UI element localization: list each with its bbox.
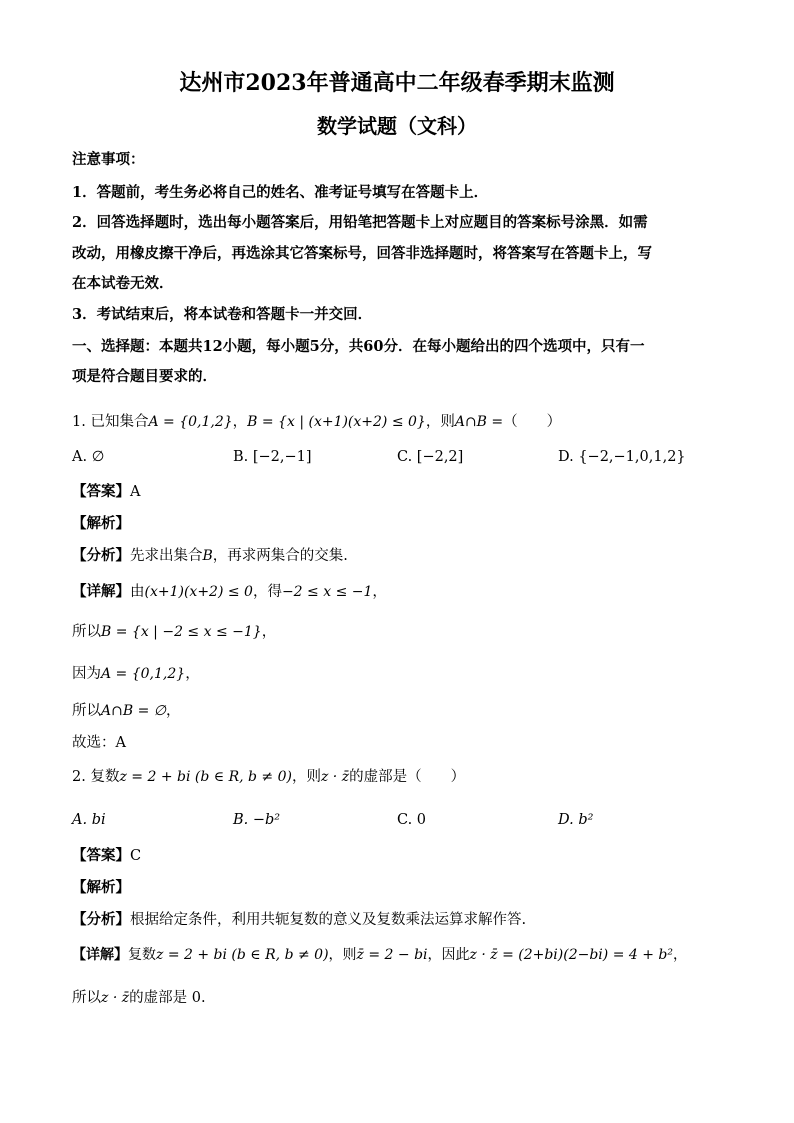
q2-option-d: D. b² xyxy=(558,812,594,828)
q2-stem-pre: 2. 复数 xyxy=(72,769,120,785)
q2-option-a: A. bi xyxy=(72,812,106,828)
q1-comma: ， xyxy=(232,414,248,430)
q2-xiangjie-tag: 【详解】 xyxy=(72,947,128,963)
q1-paren: （ ） xyxy=(503,414,562,430)
section-heading-line-1: 一、选择题：本题共12小题，每小题5分，共60分．在每小题给出的四个选项中，只有一 xyxy=(72,338,645,355)
q2-xj2-post: 的虚部是 0. xyxy=(129,990,206,1006)
q2-fenxi-tag: 【分析】 xyxy=(72,911,130,928)
note-2-line-3: 在本试卷无效． xyxy=(72,275,174,292)
q2-fenxi-text: 根据给定条件，利用共轭复数的意义及复数乘法运算求解作答. xyxy=(130,912,527,928)
note-2-line-1: 2．回答选择题时，选出每小题答案后，用铅笔把答题卡上对应题目的答案标号涂黑．如需 xyxy=(72,214,648,231)
q1-xj2-pre: 所以 xyxy=(72,624,101,640)
q1-set-a: A = {0,1,2} xyxy=(148,414,233,430)
q1-xj1-math: (x+1)(x+2) ≤ 0 xyxy=(144,584,253,600)
q1-xj2-post: ， xyxy=(261,624,277,640)
notes-heading: 注意事项： xyxy=(72,151,145,168)
q1-analysis-tag: 【解析】 xyxy=(72,515,130,532)
q1-xj2-math: B = {x | −2 ≤ x ≤ −1} xyxy=(101,624,262,640)
q1-xj1-math2: −2 ≤ x ≤ −1 xyxy=(281,584,373,600)
q1-answer-value: A xyxy=(130,484,141,500)
q1-xj4-post: ， xyxy=(165,703,181,719)
q2-fenxi xyxy=(72,910,526,930)
q2-xj1-mid: ，则 xyxy=(328,947,357,963)
q1-xj4-math: A∩B = ∅ xyxy=(101,703,166,719)
q2-xj1-math: z = 2 + bi (b ∈ R, b ≠ 0) xyxy=(156,947,329,963)
page-title: 达州市2023年普通高中二年级春季期末监测 xyxy=(179,70,615,96)
q1-detail-3 xyxy=(72,664,200,684)
q1-option-a: A. ∅ xyxy=(72,449,105,465)
q1-xj3-post: ， xyxy=(185,666,200,682)
q1-xj1-post: ， xyxy=(372,584,387,600)
q2-xj2-math: z · z̄ xyxy=(101,990,130,1006)
q1-detail-1 xyxy=(72,582,387,602)
q2-answer-tag: 【答案】 xyxy=(72,847,130,864)
q2-xj1-math3: z · z̄ = (2+bi)(2−bi) = 4 + b² xyxy=(469,947,673,963)
q1-xiangjie-tag: 【详解】 xyxy=(72,583,130,600)
note-1: 1．答题前，考生务必将自己的姓名、准考证号填写在答题卡上． xyxy=(72,184,489,201)
note-3: 3．考试结束后，将本试卷和答题卡一并交回． xyxy=(72,306,373,323)
q2-xj1-math2: z̄ = 2 − bi xyxy=(356,947,428,963)
q2-xj2-pre: 所以 xyxy=(72,990,101,1006)
q1-option-c: C. [−2,2] xyxy=(397,449,464,465)
q1-option-b: B. [−2,−1] xyxy=(233,449,312,465)
q1-fenxi-var: B xyxy=(202,548,213,564)
q1-set-b: B = {x | (x+1)(x+2) ≤ 0} xyxy=(247,414,426,430)
q1-xj1-pre: 由 xyxy=(130,584,145,600)
q1-ask: A∩B = xyxy=(454,414,504,430)
q2-stem-mid: ，则 xyxy=(291,769,321,785)
q2-xj1-mid2: ，因此 xyxy=(427,947,470,963)
question-1-stem xyxy=(72,412,561,432)
q2-answer-value: C xyxy=(130,848,142,864)
q1-answer xyxy=(72,482,140,502)
note-2-line-2: 改动，用橡皮擦干净后，再选涂其它答案标号，回答非选择题时，将答案写在答题卡上，写 xyxy=(72,245,652,262)
q2-option-c: C. 0 xyxy=(397,812,427,828)
q1-fenxi-text: 先求出集合 xyxy=(130,548,203,564)
q1-option-d: D. {−2,−1,0,1,2} xyxy=(558,449,686,465)
q1-stem-post: ，则 xyxy=(425,414,455,430)
q2-detail-2 xyxy=(72,988,206,1008)
q1-xj3-math: A = {0,1,2} xyxy=(101,666,186,682)
question-2-stem xyxy=(72,767,465,787)
q1-xj1-mid: ，得 xyxy=(252,584,282,600)
page-subtitle: 数学试题（文科） xyxy=(317,114,477,138)
q2-detail-1 xyxy=(72,945,687,965)
q1-detail-4 xyxy=(72,701,180,721)
q1-detail-2 xyxy=(72,622,276,642)
q2-option-b: B. −b² xyxy=(233,812,281,828)
q2-answer xyxy=(72,846,141,866)
q2-xj1-post: ， xyxy=(673,947,687,963)
q1-xj4-pre: 所以 xyxy=(72,703,101,719)
q1-stem-pre: 1. 已知集合 xyxy=(72,414,149,430)
q2-stem-math2: z · z̄ xyxy=(320,769,350,785)
q2-stem-post: 的虚部是（ ） xyxy=(349,769,466,785)
q1-fenxi-tag: 【分析】 xyxy=(72,547,130,564)
q1-xj3-pre: 因为 xyxy=(72,666,101,682)
q1-detail-5: 故选：A xyxy=(72,735,126,751)
q2-xj1-pre: 复数 xyxy=(128,947,156,963)
q2-stem-math: z = 2 + bi (b ∈ R, b ≠ 0) xyxy=(119,769,292,785)
q2-analysis-tag: 【解析】 xyxy=(72,879,130,896)
q1-fenxi xyxy=(72,546,348,566)
q1-answer-tag: 【答案】 xyxy=(72,483,130,500)
section-heading-line-2: 项是符合题目要求的． xyxy=(72,368,217,385)
q1-fenxi-text2: ，再求两集合的交集. xyxy=(212,548,348,564)
